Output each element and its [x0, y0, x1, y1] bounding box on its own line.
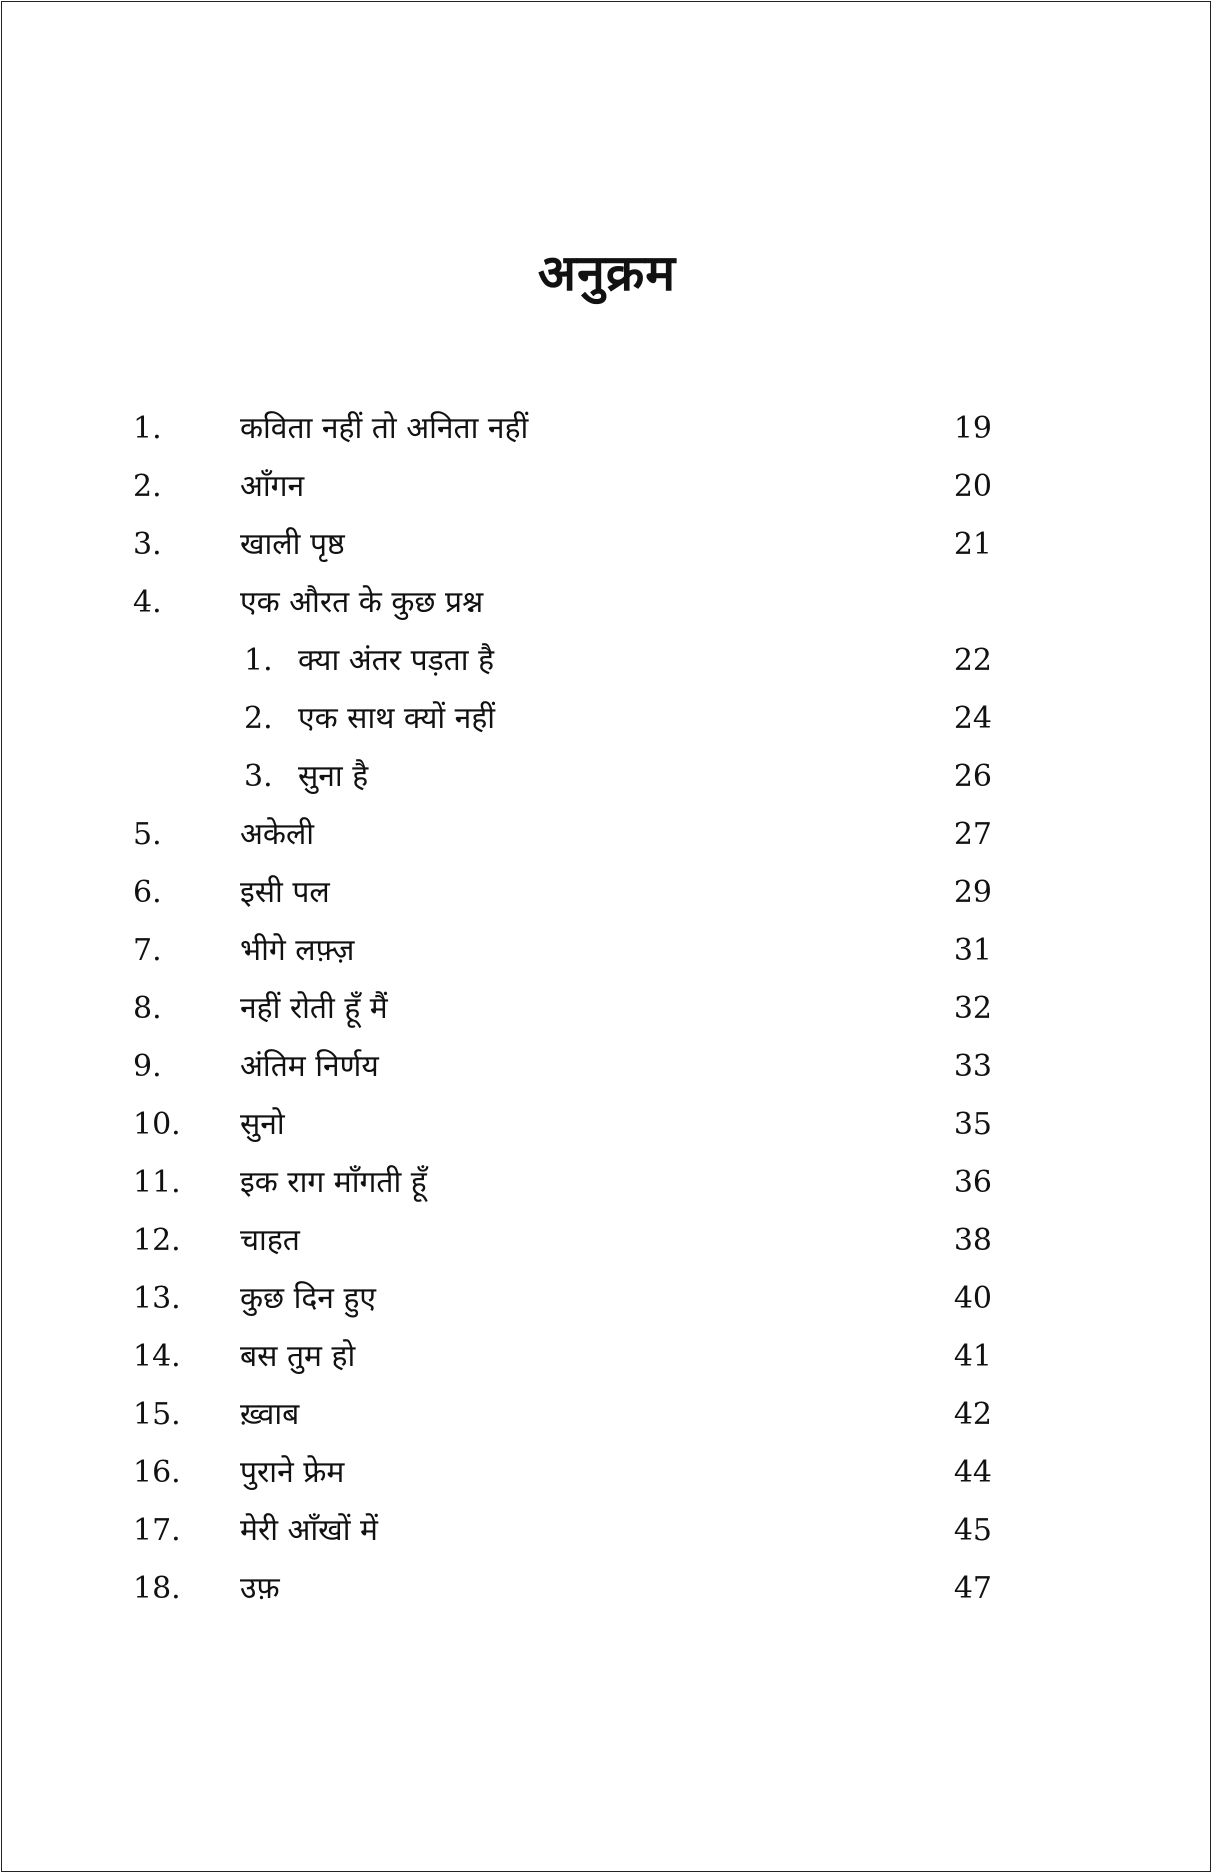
entry-title: कविता नहीं तो अनिता नहीं — [240, 411, 529, 446]
entry-title: उफ़ — [240, 1571, 280, 1606]
entry-page-number: 24 — [953, 701, 992, 736]
toc-entry — [0, 400, 1214, 458]
entry-number: 3. — [133, 527, 162, 562]
entry-page-number: 35 — [953, 1107, 992, 1142]
entry-number: 9. — [133, 1049, 162, 1084]
entry-page-number: 42 — [953, 1397, 992, 1432]
toc-entry — [0, 1212, 1214, 1270]
entry-title: मेरी आँखों में — [240, 1513, 378, 1548]
entry-title: कुछ दिन हुए — [240, 1281, 377, 1316]
toc-entry — [0, 1560, 1214, 1618]
entry-page-number: 33 — [953, 1049, 992, 1084]
entry-title: एक साथ क्यों नहीं — [298, 701, 496, 736]
entry-title: एक औरत के कुछ प्रश्न — [240, 585, 484, 620]
toc-entry — [0, 574, 1214, 632]
toc-list — [0, 400, 1214, 1618]
entry-title: अकेली — [240, 817, 315, 852]
entry-number: 4. — [133, 585, 162, 620]
entry-page-number: 19 — [953, 411, 992, 446]
entry-number: 12. — [133, 1223, 181, 1258]
toc-entry — [0, 1386, 1214, 1444]
entry-number: 18. — [133, 1571, 181, 1606]
toc-entry — [0, 864, 1214, 922]
page-title: अनुक्रम — [537, 244, 677, 302]
entry-page-number: 36 — [953, 1165, 992, 1200]
entry-number: 11. — [133, 1165, 181, 1200]
entry-title: खाली पृष्ठ — [240, 527, 345, 562]
entry-title: बस तुम हो — [240, 1339, 356, 1374]
entry-page-number: 21 — [953, 527, 992, 562]
entry-number: 5. — [133, 817, 162, 852]
entry-title: इक राग माँगती हूँ — [240, 1165, 427, 1200]
toc-entry — [0, 1038, 1214, 1096]
toc-entry — [0, 1154, 1214, 1212]
entry-title: सुनो — [240, 1107, 285, 1142]
entry-page-number: 47 — [953, 1571, 992, 1606]
entry-title: चाहत — [240, 1223, 300, 1258]
entry-title: ख़्वाब — [240, 1397, 300, 1432]
toc-entry — [0, 1328, 1214, 1386]
entry-title: पुराने फ्रेम — [240, 1455, 345, 1490]
entry-page-number: 20 — [953, 469, 992, 504]
entry-number: 2. — [244, 701, 273, 736]
entry-number: 3. — [244, 759, 273, 794]
entry-page-number: 40 — [953, 1281, 992, 1316]
entry-number: 13. — [133, 1281, 181, 1316]
entry-title: क्या अंतर पड़ता है — [298, 643, 495, 678]
toc-entry — [0, 980, 1214, 1038]
toc-entry — [0, 922, 1214, 980]
entry-number: 1. — [244, 643, 273, 678]
entry-page-number: 26 — [953, 759, 992, 794]
toc-entry — [0, 806, 1214, 864]
entry-title: अंतिम निर्णय — [240, 1049, 379, 1084]
entry-title: भीगे लफ़्ज़ — [240, 933, 355, 968]
toc-subentry — [0, 632, 1214, 690]
entry-page-number: 44 — [953, 1455, 992, 1490]
entry-page-number: 38 — [953, 1223, 992, 1258]
toc-entry — [0, 1096, 1214, 1154]
entry-page-number: 32 — [953, 991, 992, 1026]
entry-page-number: 31 — [953, 933, 992, 968]
entry-number: 1. — [133, 411, 162, 446]
entry-number: 14. — [133, 1339, 181, 1374]
entry-number: 17. — [133, 1513, 181, 1548]
toc-subentry — [0, 748, 1214, 806]
entry-number: 6. — [133, 875, 162, 910]
entry-number: 2. — [133, 469, 162, 504]
entry-page-number: 41 — [953, 1339, 992, 1374]
toc-entry — [0, 1270, 1214, 1328]
entry-number: 7. — [133, 933, 162, 968]
entry-title: आँगन — [240, 469, 305, 504]
entry-page-number: 45 — [953, 1513, 992, 1548]
toc-entry — [0, 1444, 1214, 1502]
entry-page-number: 29 — [953, 875, 992, 910]
toc-entry — [0, 516, 1214, 574]
entry-title: सुना है — [298, 759, 369, 794]
entry-page-number: 27 — [953, 817, 992, 852]
toc-entry — [0, 1502, 1214, 1560]
entry-title: नहीं रोती हूँ मैं — [240, 991, 388, 1026]
entry-number: 8. — [133, 991, 162, 1026]
entry-title: इसी पल — [240, 875, 330, 910]
entry-number: 16. — [133, 1455, 181, 1490]
toc-subentry — [0, 690, 1214, 748]
entry-number: 15. — [133, 1397, 181, 1432]
entry-page-number: 22 — [953, 643, 992, 678]
toc-entry — [0, 458, 1214, 516]
entry-number: 10. — [133, 1107, 181, 1142]
